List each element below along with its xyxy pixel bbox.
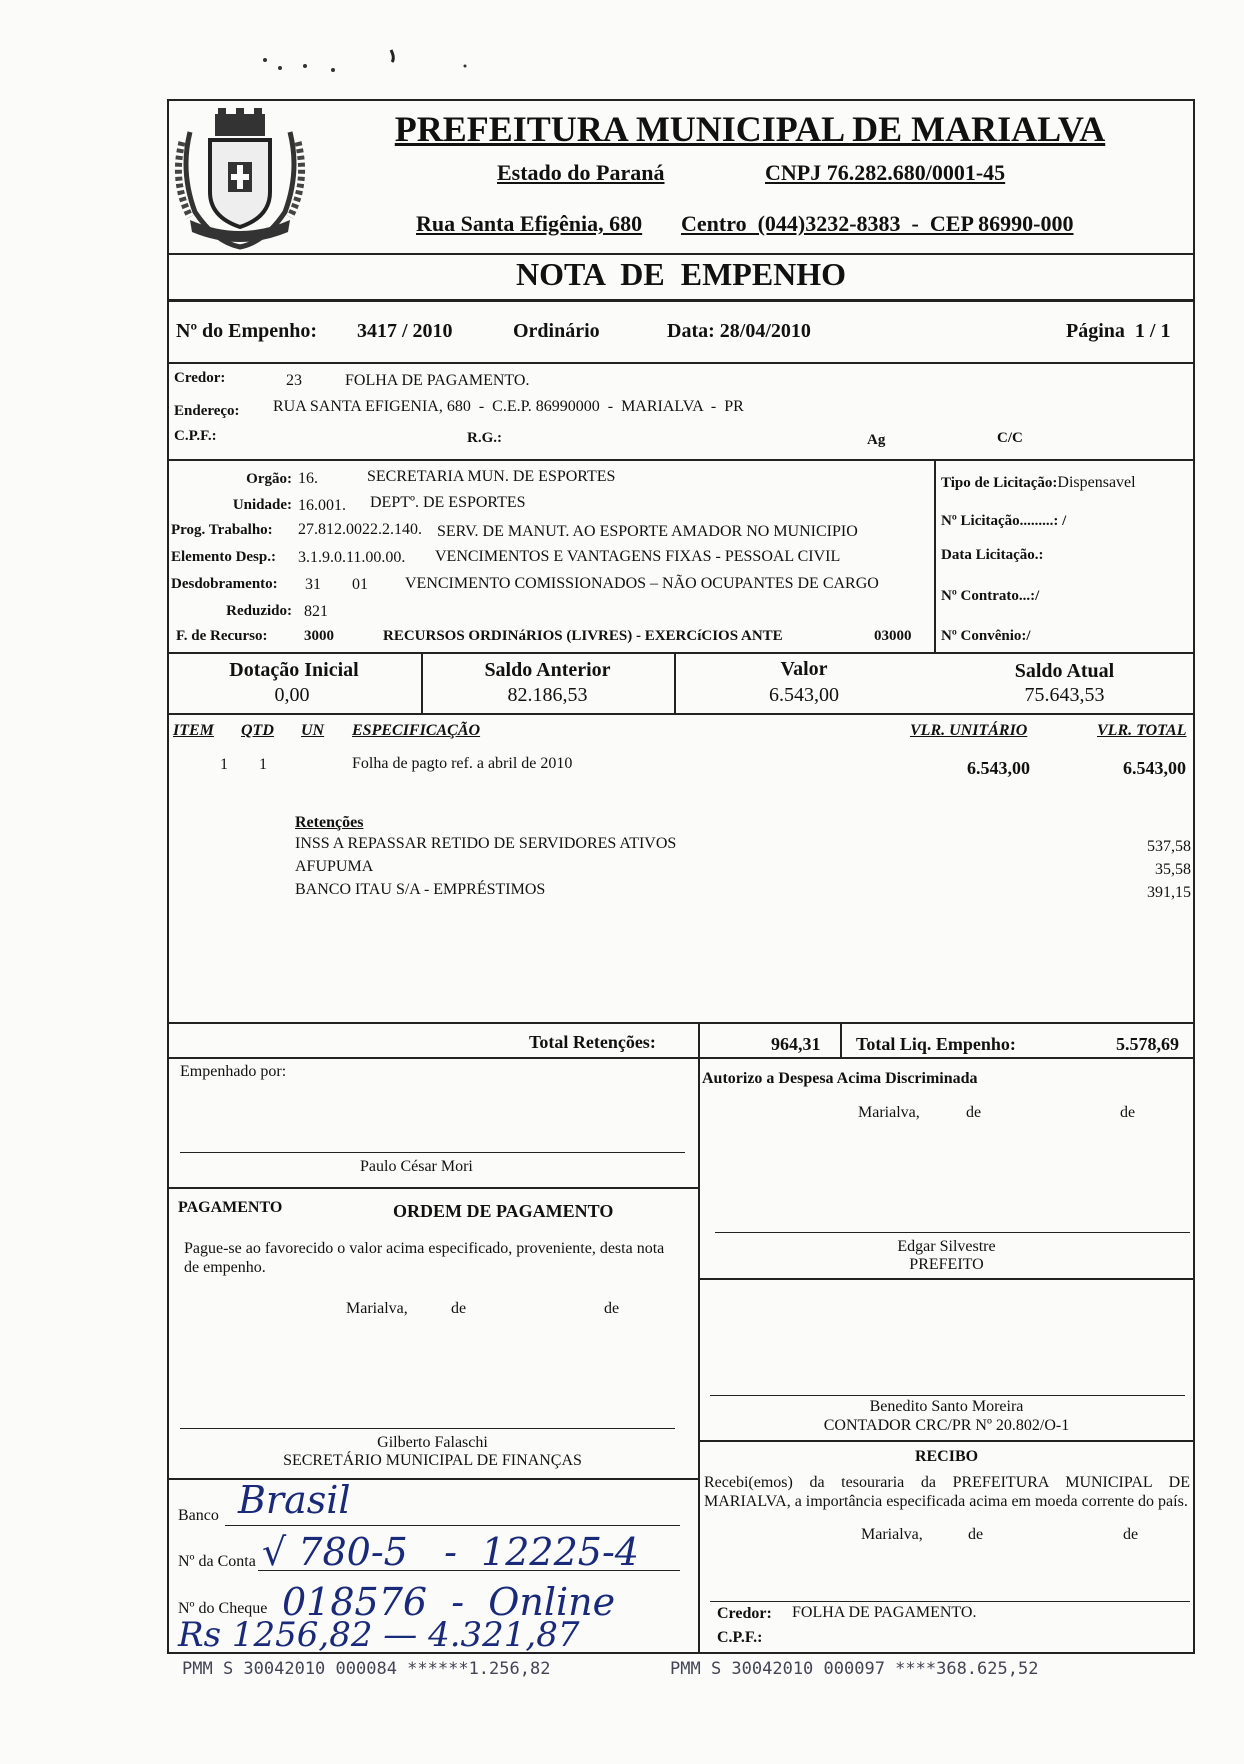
recurso-number: 03000 (874, 628, 912, 644)
col-item: ITEM (173, 722, 214, 739)
credor-address: RUA SANTA EFIGENIA, 680 - C.E.P. 86990000 - MARIALVA - PR (273, 398, 744, 415)
saldo-anterior-label: Saldo Anterior (484, 659, 611, 681)
unidade-label: Unidade: (232, 497, 292, 513)
retencoes-label: Retenções (295, 814, 364, 831)
row-especificacao: Folha de pagto ref. a abril de 2010 (352, 755, 573, 772)
retencao-desc-1: INSS A REPASSAR RETIDO DE SERVIDORES ATIVOS (295, 835, 677, 852)
saldo-anterior-value: 82.186,53 (507, 684, 588, 706)
unidade-name: DEPTº. DE ESPORTES (370, 494, 526, 511)
cheque-handwritten: 018576 - Online (282, 1580, 616, 1624)
page-title: PREFEITURA MUNICIPAL DE MARIALVA (394, 109, 1106, 149)
agency-label: Ag (867, 432, 886, 448)
elemento-name: VENCIMENTOS E VANTAGENS FIXAS - PESSOAL CIVIL (435, 548, 841, 565)
recibo-title: RECIBO (914, 1448, 979, 1465)
ordem-pagamento-text: Pague-se ao favorecido o valor acima especificado, proveniente, desta nota de empenho. (184, 1240, 665, 1276)
orgao-name: SECRETARIA MUN. DE ESPORTES (367, 468, 616, 485)
autorizo-label: Autorizo a Despesa Acima Discriminada (702, 1070, 978, 1087)
empenho-number: 3417 / 2010 (357, 320, 453, 342)
elemento-code: 3.1.9.0.11.00.00. (298, 549, 406, 566)
saldo-atual-label: Saldo Atual (1014, 660, 1115, 682)
orgao-code: 16. (298, 470, 318, 487)
retencao-value-3: 391,15 (1147, 884, 1191, 901)
row-qtd: 1 (259, 756, 267, 773)
conta-label: Nº da Conta (178, 1553, 256, 1570)
orgao-label: Orgão: (246, 471, 292, 487)
empenho-date: Data: 28/04/2010 (667, 320, 811, 342)
row-total: 6.543,00 (1123, 758, 1186, 778)
retencao-value-2: 35,58 (1155, 861, 1191, 878)
total-liquido-label: Total Liq. Empenho: (856, 1034, 1016, 1054)
desdobramento-code-1: 31 (305, 576, 321, 593)
saldo-atual-value: 75.643,53 (1024, 684, 1105, 706)
licitacao-date: Data Licitação.: (941, 547, 1044, 563)
state-label: Estado do Paraná (497, 160, 665, 185)
page-number: Página 1 / 1 (1066, 320, 1171, 342)
desdobramento-name: VENCIMENTO COMISSIONADOS – NÃO OCUPANTES DE CARGO (405, 575, 879, 592)
prog-name: SERV. DE MANUT. AO ESPORTE AMADOR NO MUNICIPIO (437, 523, 858, 540)
valores-handwritten: Rs 1256,82 — 4.321,87 (178, 1615, 580, 1655)
elemento-label: Elemento Desp.: (171, 549, 276, 565)
contador-role: CONTADOR CRC/PR Nº 20.802/O-1 (823, 1417, 1070, 1434)
cpf-label: C.P.F.: (174, 428, 217, 444)
retencao-desc-2: AFUPUMA (295, 858, 374, 875)
ordem-place: Marialva, (346, 1300, 408, 1317)
contador-name: Benedito Santo Moreira (869, 1398, 1024, 1415)
recibo-place: Marialva, (861, 1526, 923, 1543)
total-retencoes-value: 964,31 (771, 1034, 821, 1054)
prefeito-name: Edgar Silvestre (897, 1238, 996, 1255)
dotacao-inicial-label: Dotação Inicial (229, 659, 359, 681)
row-unitario: 6.543,00 (967, 758, 1030, 778)
empenho-number-label: Nº do Empenho: (176, 320, 318, 342)
recurso-name: RECURSOS ORDINáRIOS (LIVRES) - EXERCíCIOS ANTE (383, 628, 783, 644)
retencao-value-1: 537,58 (1147, 838, 1191, 855)
licitacao-number: Nº Licitação.........: / (941, 513, 1067, 529)
conta-handwritten: √ 780-5 - 12225-4 (262, 1530, 639, 1574)
total-liquido-value: 5.578,69 (1116, 1034, 1179, 1054)
endereco-label: Endereço: (174, 403, 240, 419)
scan-specks (255, 40, 475, 80)
recibo-de-1: de (968, 1526, 984, 1543)
desdobramento-label: Desdobramento: (171, 576, 278, 592)
recurso-label: F. de Recurso: (176, 628, 268, 644)
contact-label: Centro (044)3232-8383 - CEP 86990-000 (681, 211, 1074, 236)
empenhado-label: Empenhado por: (180, 1063, 287, 1080)
tipo-licitacao-value: Dispensavel (1057, 474, 1136, 491)
secretario-name: Gilberto Falaschi (377, 1434, 488, 1451)
autorizo-de-2: de (1120, 1104, 1136, 1121)
tipo-licitacao (941, 474, 1136, 492)
dotacao-inicial-value: 0,00 (274, 684, 310, 706)
desdobramento-code-2: 01 (352, 576, 368, 593)
reduzido-label: Reduzido: (226, 603, 292, 619)
recibo-cpf-label: C.P.F.: (717, 1629, 763, 1646)
ordem-pagamento-label: ORDEM DE PAGAMENTO (393, 1201, 614, 1221)
tipo-licitacao-label: Tipo de Licitação: (941, 475, 1058, 491)
address-label: Rua Santa Efigênia, 680 (416, 211, 643, 236)
credor-code: 23 (286, 372, 302, 389)
retencao-desc-3: BANCO ITAU S/A - EMPRÉSTIMOS (295, 881, 546, 898)
recibo-text: Recebi(emos) da tesouraria da PREFEITURA MUNICIPAL DE MARIALVA, a importância especificada acima em moeda corrente do país. (704, 1474, 1190, 1510)
unidade-code: 16.001. (298, 497, 346, 514)
col-vlr-unitario: VLR. UNITÁRIO (910, 722, 1028, 739)
autorizo-de-1: de (966, 1104, 982, 1121)
empenhado-name: Paulo César Mori (360, 1158, 473, 1175)
valor-label: Valor (780, 658, 828, 680)
ordem-de-1: de (451, 1300, 467, 1317)
document-title: NOTA DE EMPENHO (515, 256, 847, 292)
prefeito-role: PREFEITO (909, 1256, 984, 1273)
col-vlr-total: VLR. TOTAL (1097, 722, 1187, 739)
pagamento-label: PAGAMENTO (178, 1199, 283, 1216)
secretario-role: SECRETÁRIO MUNICIPAL DE FINANÇAS (283, 1452, 582, 1469)
rg-label: R.G.: (467, 430, 502, 446)
convenio-number: Nº Convênio:/ (941, 628, 1031, 644)
col-especificacao: ESPECIFICAÇÃO (352, 722, 481, 739)
total-retencoes-label: Total Retenções: (529, 1032, 656, 1052)
recibo-credor-name: FOLHA DE PAGAMENTO. (792, 1604, 977, 1621)
valor-value: 6.543,00 (769, 684, 839, 706)
col-qtd: QTD (241, 722, 274, 739)
cnpj-label: CNPJ 76.282.680/0001-45 (765, 160, 1006, 185)
recurso-code: 3000 (304, 628, 334, 644)
municipal-crest-icon (170, 102, 310, 252)
recibo-de-2: de (1123, 1526, 1139, 1543)
prog-code: 27.812.0022.2.140. (298, 521, 422, 538)
autorizo-place: Marialva, (858, 1104, 920, 1121)
credor-name: FOLHA DE PAGAMENTO. (345, 372, 530, 389)
ordem-de-2: de (604, 1300, 620, 1317)
contrato-number: Nº Contrato...:/ (941, 588, 1040, 604)
prog-label: Prog. Trabalho: (171, 522, 273, 538)
recibo-credor-label: Credor: (717, 1605, 772, 1622)
reduzido-value: 821 (304, 603, 328, 620)
account-label: C/C (997, 430, 1023, 446)
empenho-type: Ordinário (513, 320, 600, 342)
banco-label: Banco (178, 1507, 219, 1524)
authentication-right: PMM S 30042010 000097 ****368.625,52 (670, 1659, 1039, 1679)
authentication-left: PMM S 30042010 000084 ******1.256,82 (182, 1659, 551, 1679)
cheque-label: Nº do Cheque (178, 1600, 268, 1617)
row-item: 1 (220, 756, 228, 773)
credor-label: Credor: (174, 370, 226, 386)
banco-handwritten: Brasil (238, 1478, 351, 1522)
col-un: UN (301, 722, 325, 739)
